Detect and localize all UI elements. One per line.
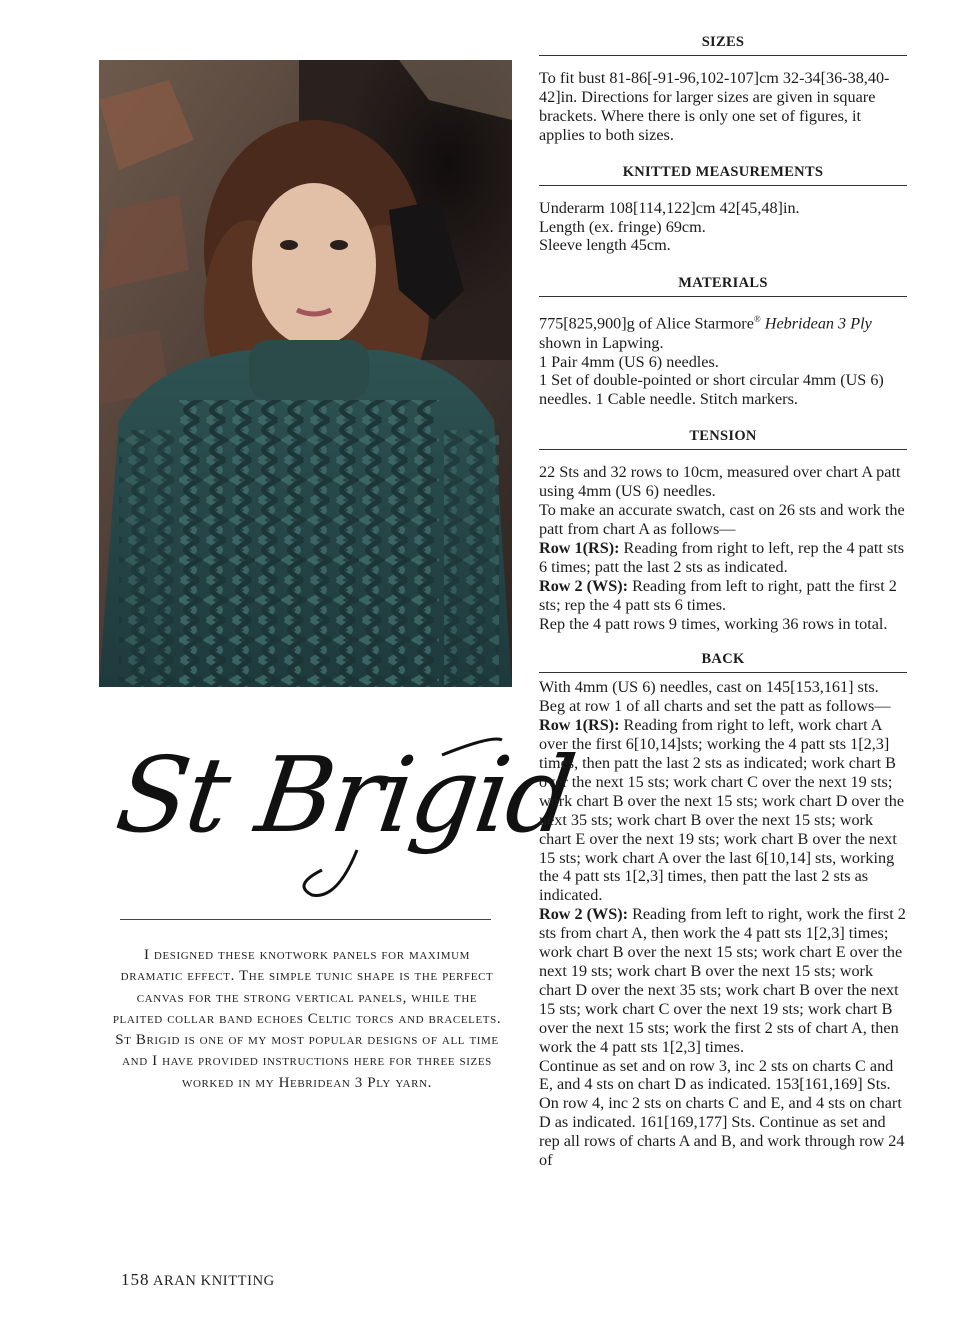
model-photo — [99, 60, 512, 687]
materials-heading: MATERIALS — [539, 275, 907, 297]
row-label: Row 2 (WS): — [539, 905, 629, 924]
measurement-line: Length (ex. fringe) 69cm. — [539, 217, 706, 236]
materials-section — [539, 275, 907, 409]
back-text — [539, 678, 907, 1170]
back-row-1 — [539, 716, 907, 905]
tension-section — [539, 428, 907, 633]
sweater-photo-illustration — [99, 60, 512, 687]
row-text: Reading from left to right, patt the first 2 sts; rep the 4 patt sts 6 times. — [539, 576, 897, 614]
measurements-list — [539, 199, 907, 256]
row-label: Row 1(RS): — [539, 716, 620, 735]
yarn-colour: shown in Lapwing. — [539, 333, 664, 352]
tension-gauge: 22 Sts and 32 rows to 10cm, measured over chart A patt using 4mm (US 6) needles. — [539, 463, 901, 501]
back-section — [539, 651, 907, 1170]
back-heading: BACK — [539, 651, 907, 673]
measurement-line: Underarm 108[114,122]cm 42[45,48]in. — [539, 198, 800, 217]
row-label: Row 1(RS): — [539, 538, 620, 557]
materials-yarn-line — [539, 310, 907, 352]
measurement-line: Sleeve length 45cm. — [539, 236, 671, 255]
tension-swatch: To make an accurate swatch, cast on 26 sts and work the patt from chart A as follows— — [539, 501, 905, 538]
measurements-heading: KNITTED MEASUREMENTS — [539, 164, 907, 186]
title-flourish — [112, 735, 512, 905]
tension-heading: TENSION — [539, 428, 907, 450]
tension-row-2 — [539, 577, 907, 615]
row-text: Reading from right to left, rep the 4 patt sts 6 times; patt the last 2 sts as indicated. — [539, 538, 905, 576]
materials-needles: 1 Pair 4mm (US 6) needles. — [539, 352, 719, 371]
materials-other: 1 Set of double-pointed or short circular 4mm (US 6) needles. 1 Cable needle. Stitch markers. — [539, 371, 884, 409]
materials-text — [539, 310, 907, 409]
back-row-2 — [539, 905, 907, 1056]
page-footer — [121, 1270, 275, 1290]
book-title: ARAN KNITTING — [152, 1273, 275, 1289]
materials-yarn-amount: 775[825,900]g of Alice Starmore — [539, 314, 754, 333]
pattern-title-text: St Brigid — [109, 734, 581, 856]
yarn-name: Hebridean 3 Ply — [764, 314, 872, 333]
title-divider — [120, 919, 491, 920]
back-cast-on: With 4mm (US 6) needles, cast on 145[153,161] sts. Beg at row 1 of all charts and set the patt as follows— — [539, 678, 891, 716]
row-text: Reading from right to left, work chart A over the first 6[10,14]sts; working the 4 patt sts 1[2,3] times, then patt the last 2 sts as indicated; work chart B over the next 15 sts; work chart C over the next 19 sts; work chart B over the next 15 sts; work chart D over the next 35 sts; work chart B over the next 15 sts; work chart E over the next 19 sts; work chart B over the next 15 sts; work chart A over the last 6[10,14] sts, working the 4 patt sts 1[2,3] times, then patt the last 2 sts as indicated. — [539, 716, 905, 905]
tension-row-1 — [539, 539, 907, 577]
page-number: 158 — [121, 1270, 150, 1289]
instructions-column — [539, 34, 907, 1170]
row-label: Row 2 (WS): — [539, 576, 629, 595]
sizes-text: To fit bust 81-86[-91-96,102-107]cm 32-34[36-38,40-42]in. Directions for larger sizes are given in square brackets. Where there is only one set of figures, it applies to both sizes. — [539, 69, 890, 144]
sizes-section — [539, 34, 907, 145]
registered-mark: ® — [753, 314, 761, 325]
row-text: Reading from left to right, work the first 2 sts from chart A, then work the 4 patt sts 1[2,3] times; work chart B over the next 15 sts; work chart E over the next 19 sts; work chart B over the next 15 sts; work chart D over the next 35 sts; work chart B over the next 15 sts; work chart C over the next 19 sts; work chart B over the next 15 sts; work the first 2 sts of chart A, then work the 4 patt sts 1[2,3] times. — [539, 905, 906, 1056]
back-continue: Continue as set and on row 3, inc 2 sts on charts C and E, and 4 sts on chart D as indicated. 153[161,169] Sts. On row 4, inc 2 sts on charts C and E, and 4 sts on chart D as indicated. 161[169,177] Sts. Continue as set and rep all rows of charts A and B, and work through row 24 of — [539, 1056, 905, 1170]
tension-text — [539, 463, 907, 633]
tension-repeat: Rep the 4 patt rows 9 times, working 36 rows in total. — [539, 614, 888, 633]
intro-paragraph: I designed these knotwork panels for maximum dramatic effect. The simple tunic shape is the perfect canvas for the strong vertical panels, while the plaited collar band echoes Celtic torcs and bracelets. St Brigid is one of my most popular designs of all time and I have provided instructions here for three sizes worked in my Hebridean 3 Ply yarn. — [112, 947, 502, 1091]
sizes-heading: SIZES — [539, 34, 907, 56]
pattern-title — [109, 734, 581, 905]
measurements-section — [539, 164, 907, 256]
